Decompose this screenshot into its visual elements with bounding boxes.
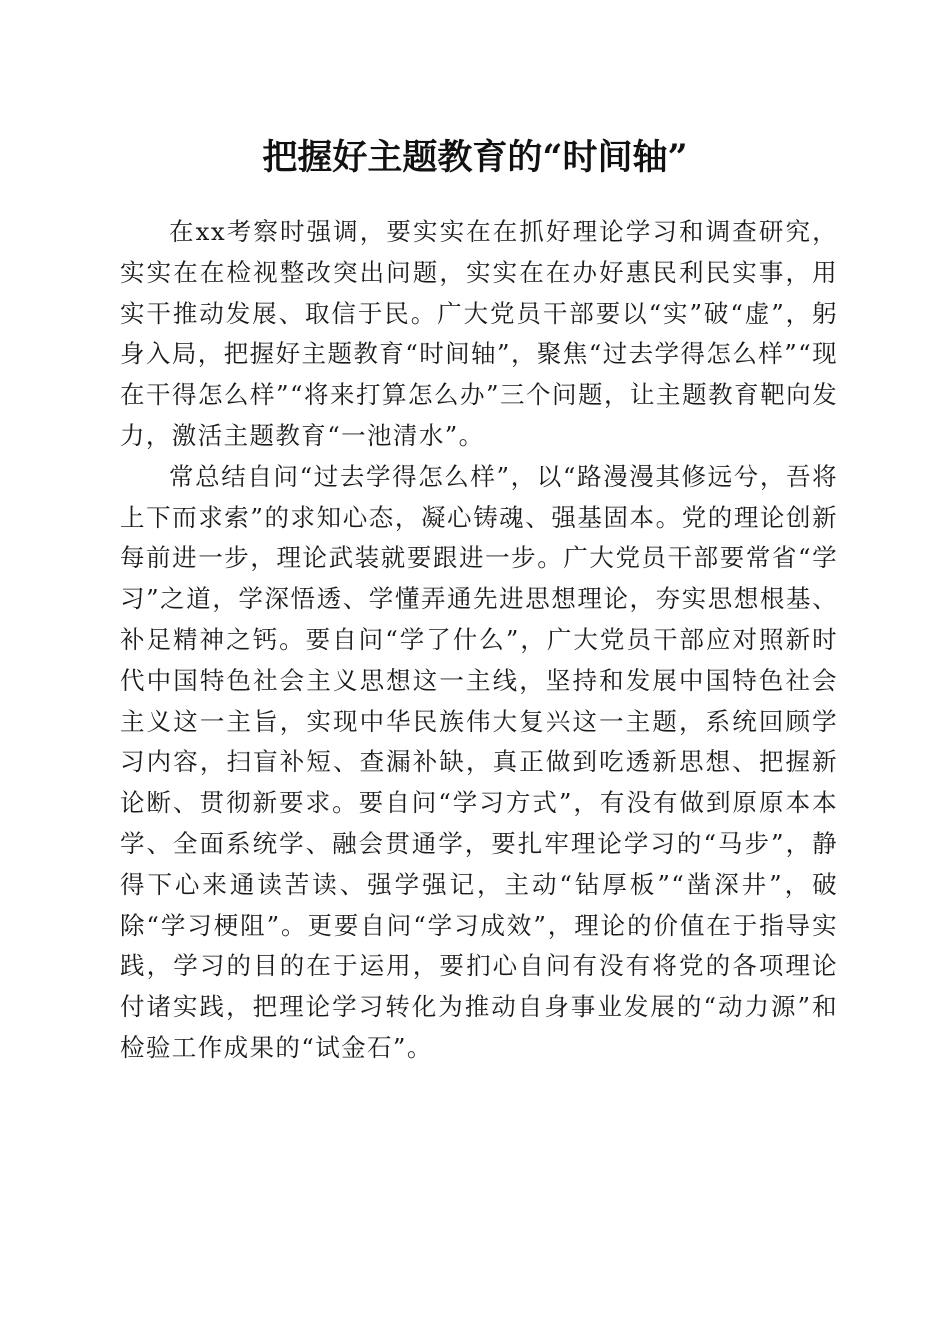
paragraph-past-learning: 常总结自问“过去学得怎么样”，以“路漫漫其修远兮，吾将上下而求索”的求知心态，凝心铸魂、强基固本。党的理论创新每前进一步，理论武装就要跟进一步。广大党员干部要常省“学习”之道，学深悟透、学懂弄通先进思想理论，夯实思想根基、补足精神之钙。要自问“学了什么”，广大党员干部应对照新时代中国特色社会主义思想这一主线，坚持和发展中国特色社会主义这一主旨，实现中华民族伟大复兴这一主题，系统回顾学习内容，扫盲补短、查漏补缺，真正做到吃透新思想、把握新论断、贯彻新要求。要自问“学习方式”，有没有做到原原本本学、全面系统学、融会贯通学，要扎牢理论学习的“马步”，静得下心来通读苦读、强学强记，主动“钻厚板”“凿深井”，破除“学习梗阻”。更要自问“学习成效”，理论的价值在于指导实践，学习的目的在于运用，要扪心自问有没有将党的各项理论付诸实践，把理论学习转化为推动自身事业发展的“动力源”和检验工作成果的“试金石”。 bbox=[120, 461, 838, 1062]
document-title: 把握好主题教育的“时间轴” bbox=[262, 137, 688, 178]
document-body bbox=[120, 212, 838, 1069]
paragraph-intro: 在xx考察时强调，要实实在在抓好理论学习和调查研究，实实在在检视整改突出问题，实实在在办好惠民利民实事，用实干推动发展、取信于民。广大党员干部要以“实”破“虚”，躬身入局，把握好主题教育“时间轴”，聚焦“过去学得怎么样”“现在干得怎么样”“将来打算怎么办”三个问题，让主题教育靶向发力，激活主题教育“一池清水”。 bbox=[120, 217, 838, 450]
